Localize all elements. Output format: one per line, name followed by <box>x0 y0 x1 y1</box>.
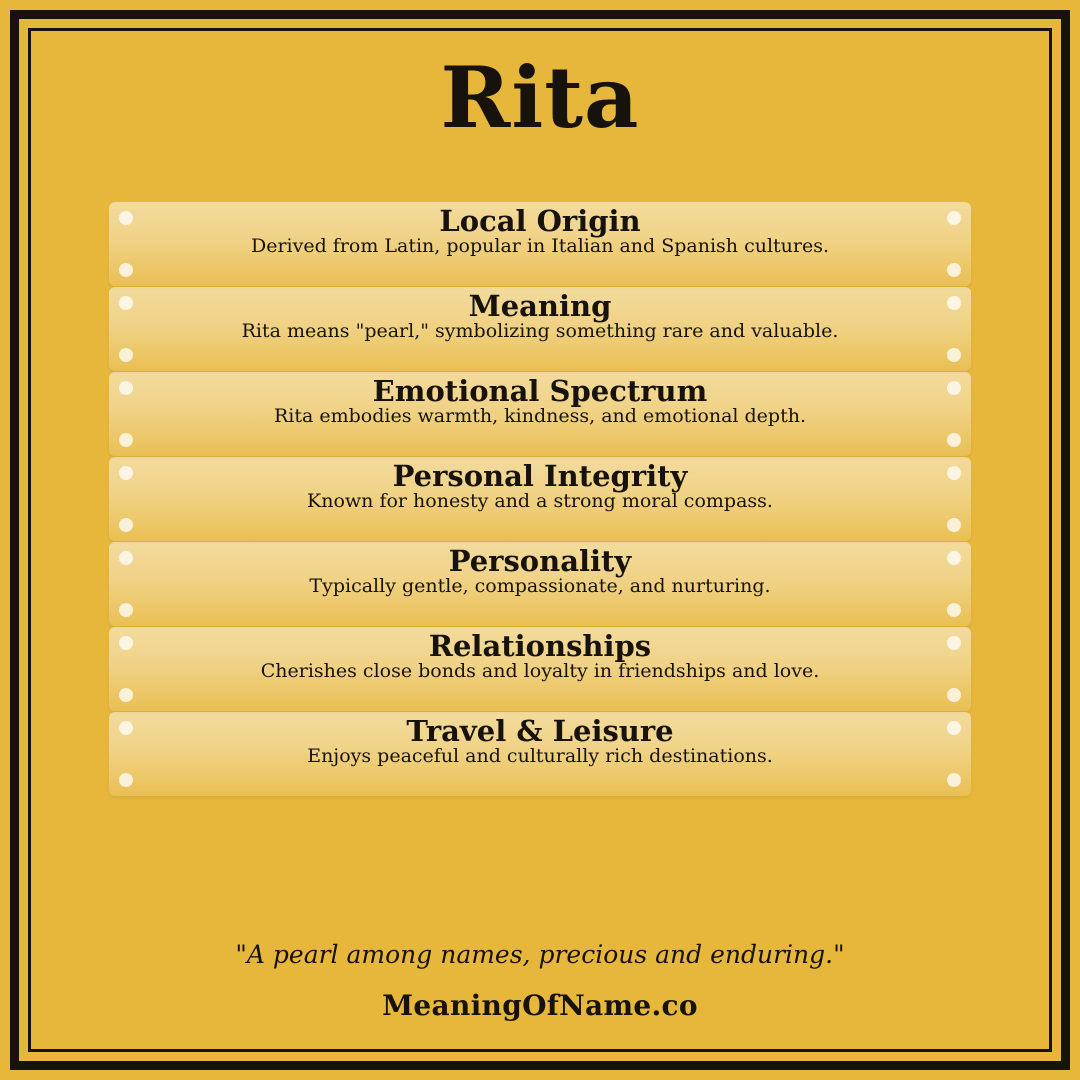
section-description: Rita means "pearl," symbolizing something rare and valuable. <box>241 320 839 343</box>
rivet-icon <box>947 296 961 310</box>
rivet-icon <box>119 636 133 650</box>
section-card <box>109 202 971 286</box>
rivet-icon <box>947 466 961 480</box>
rivet-icon <box>947 636 961 650</box>
rivet-icon <box>119 518 133 532</box>
section-card <box>109 457 971 541</box>
rivet-icon <box>119 688 133 702</box>
rivet-icon <box>947 348 961 362</box>
rivet-icon <box>947 433 961 447</box>
section-title: Local Origin <box>439 204 641 238</box>
section-card <box>109 712 971 796</box>
rivet-icon <box>947 263 961 277</box>
rivet-icon <box>119 433 133 447</box>
section-title: Personality <box>448 544 632 578</box>
section-card <box>109 627 971 711</box>
rivet-icon <box>119 551 133 565</box>
rivet-icon <box>947 721 961 735</box>
section-card <box>109 287 971 371</box>
section-title: Relationships <box>428 629 652 663</box>
poster-footer <box>40 940 1040 1040</box>
section-title: Travel & Leisure <box>406 714 674 748</box>
section-card <box>109 372 971 456</box>
rivet-icon <box>119 773 133 787</box>
tagline: "A pearl among names, precious and enduring." <box>235 940 845 969</box>
rivet-icon <box>947 551 961 565</box>
section-description: Known for honesty and a strong moral compass. <box>307 490 773 513</box>
rivet-icon <box>947 211 961 225</box>
rivet-icon <box>119 348 133 362</box>
rivet-icon <box>119 381 133 395</box>
brand-name: MeaningOfName.co <box>382 989 698 1022</box>
rivet-icon <box>947 381 961 395</box>
section-description: Cherishes close bonds and loyalty in friendships and love. <box>260 660 820 683</box>
section-title: Personal Integrity <box>392 459 688 493</box>
section-card <box>109 542 971 626</box>
rivet-icon <box>947 603 961 617</box>
rivet-icon <box>947 688 961 702</box>
rivet-icon <box>119 211 133 225</box>
rivet-icon <box>119 721 133 735</box>
rivet-icon <box>947 518 961 532</box>
rivet-icon <box>119 263 133 277</box>
rivet-icon <box>119 466 133 480</box>
section-card-list <box>109 202 971 796</box>
section-title: Emotional Spectrum <box>372 374 708 408</box>
section-description: Rita embodies warmth, kindness, and emotional depth. <box>274 405 806 428</box>
section-title: Meaning <box>468 289 612 323</box>
page-title: Rita <box>440 48 640 147</box>
section-description: Derived from Latin, popular in Italian and Spanish cultures. <box>250 235 830 258</box>
rivet-icon <box>119 296 133 310</box>
rivet-icon <box>119 603 133 617</box>
section-description: Enjoys peaceful and culturally rich destinations. <box>307 745 773 768</box>
rivet-icon <box>947 773 961 787</box>
section-description: Typically gentle, compassionate, and nurturing. <box>309 575 771 598</box>
poster-content <box>40 34 1040 1040</box>
